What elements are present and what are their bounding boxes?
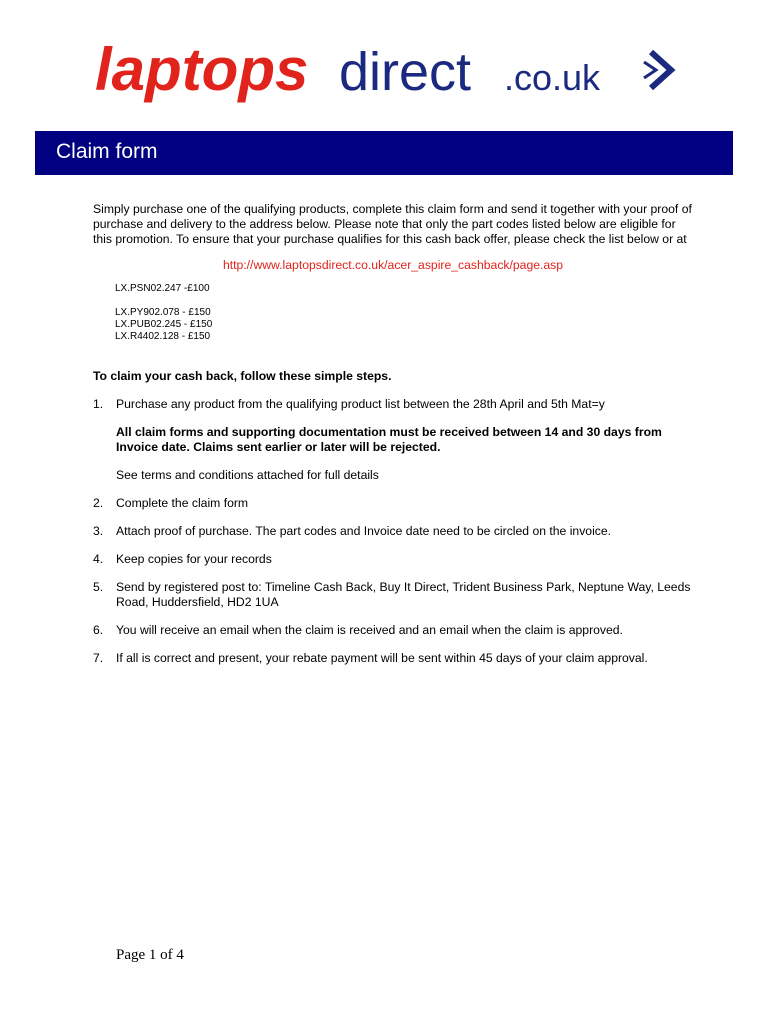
step-number: 5. [93, 580, 104, 594]
chevron-right-icon-inner [644, 62, 656, 78]
step-number: 4. [93, 552, 104, 566]
step-6 [93, 623, 693, 638]
step-number: 3. [93, 524, 104, 538]
step-text: Keep copies for your records [116, 552, 272, 566]
claim-form-title-bar [35, 131, 733, 175]
step-1 [93, 397, 693, 483]
page-title: Claim form [56, 140, 158, 163]
step-number: 2. [93, 496, 104, 510]
intro-paragraph: Simply purchase one of the qualifying products, complete this claim form and send it together with your proof of purchase and delivery to the address below. Please note that only the part codes listed below are eligible for this promotion. To ensure that your purchase qualifies for this cash back offer, please check the list below or at [93, 202, 692, 246]
steps-heading: To claim your cash back, follow these simple steps. [93, 369, 392, 383]
step-number: 6. [93, 623, 104, 637]
code-item: LX.PUB02.245 - £150 [115, 319, 213, 330]
step-number: 7. [93, 651, 104, 665]
laptopsdirect-logo [95, 40, 695, 115]
document-body [93, 202, 693, 666]
logo-laptops-text: laptops [95, 40, 309, 103]
step-4 [93, 552, 693, 567]
code-item: LX.PY902.078 - £150 [115, 307, 211, 318]
step-text: Purchase any product from the qualifying product list between the 28th April and 5th Mat=y [116, 397, 605, 411]
step-text: Send by registered post to: Timeline Cash Back, Buy It Direct, Trident Business Park, Neptune Way, Leeds Road, Huddersfield, HD2 1UA [116, 580, 691, 609]
step-number: 1. [93, 397, 104, 411]
code-item: LX.PSN02.247 -£100 [115, 283, 210, 294]
code-item: LX.R4402.128 - £150 [115, 331, 211, 342]
step-7 [93, 651, 693, 666]
step-text: Attach proof of purchase. The part codes and Invoice date need to be circled on the invoice. [116, 524, 612, 538]
step-text: You will receive an email when the claim is received and an email when the claim is approved. [116, 623, 623, 637]
step-5 [93, 580, 693, 610]
logo-direct-text: direct [339, 42, 472, 102]
promo-link[interactable]: http://www.laptopsdirect.co.uk/acer_aspire_cashback/page.asp [222, 258, 564, 272]
step1-notice: All claim forms and supporting documentation must be received between 14 and 30 days from Invoice date. Claims sent earlier or later will be rejected. [116, 425, 662, 454]
step1-terms: See terms and conditions attached for full details [116, 468, 379, 482]
step-text: If all is correct and present, your rebate payment will be sent within 45 days of your claim approval. [116, 651, 648, 665]
page-number: Page 1 of 4 [116, 947, 184, 963]
step-3 [93, 524, 693, 539]
qualifying-codes-list [115, 283, 693, 343]
step-2 [93, 496, 693, 511]
step-text: Complete the claim form [116, 496, 249, 510]
logo-domain-text: .co.uk [504, 57, 601, 98]
